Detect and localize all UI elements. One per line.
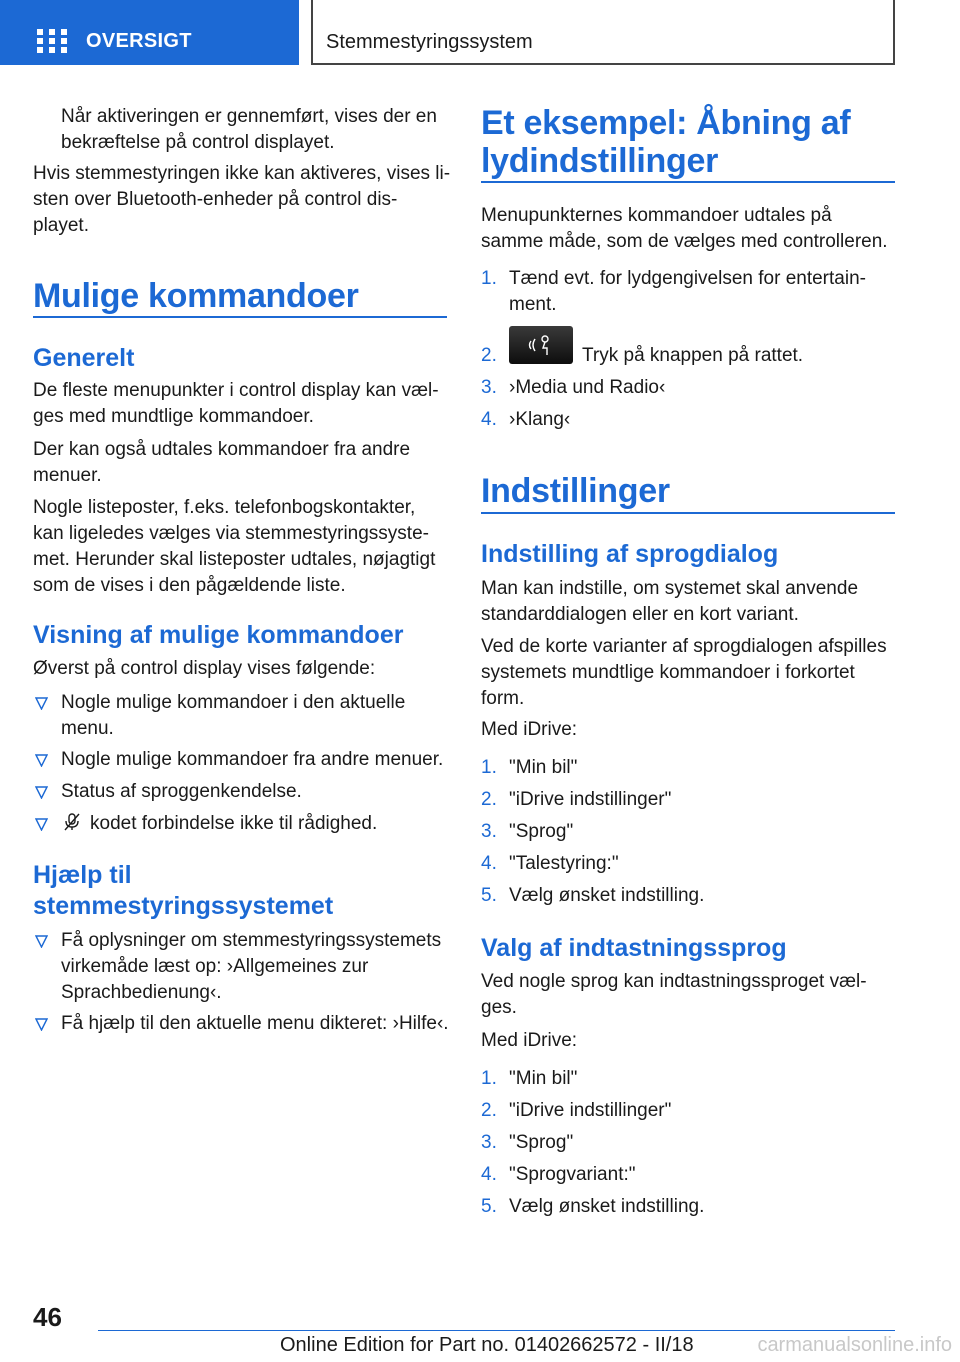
step-text: "Talestyring:" bbox=[509, 853, 619, 874]
footer-edition: Online Edition for Part no. 01402662572 - II/18 bbox=[280, 1334, 694, 1356]
paragraph: som de vises i den pågældende liste. bbox=[33, 575, 346, 596]
step-number: 1. bbox=[481, 757, 497, 778]
step-text: Vælg ønsket indstilling. bbox=[509, 885, 705, 906]
step-number: 3. bbox=[481, 1132, 497, 1153]
bullet-triangle-icon bbox=[35, 1018, 48, 1031]
step-number: 2. bbox=[481, 789, 497, 810]
paragraph: systemets mundtlige kommandoer i forkortet bbox=[481, 662, 855, 683]
paragraph: Med iDrive: bbox=[481, 719, 578, 740]
section-heading: lydindstillinger bbox=[481, 142, 719, 180]
grid-menu-icon bbox=[37, 29, 67, 53]
paragraph: Med iDrive: bbox=[481, 1030, 578, 1051]
step-text: Vælg ønsket indstilling. bbox=[509, 1196, 705, 1217]
step-text: Tryk på knappen på rattet. bbox=[582, 345, 804, 366]
bullet-triangle-icon bbox=[35, 935, 48, 948]
chapter-title: Stemmestyringssystem bbox=[326, 31, 533, 53]
paragraph: ges med mundtlige kommandoer. bbox=[33, 406, 314, 427]
paragraph: ges. bbox=[481, 997, 517, 1018]
subsection-heading: Visning af mulige kommandoer bbox=[33, 621, 404, 649]
footer-rule bbox=[98, 1330, 895, 1331]
section-heading: Et eksempel: Åbning af bbox=[481, 104, 851, 142]
bullet-triangle-icon bbox=[35, 697, 48, 710]
overview-tab[interactable] bbox=[0, 0, 299, 65]
list-item: menu. bbox=[61, 718, 114, 739]
step-text: "Min bil" bbox=[509, 757, 578, 778]
paragraph: kan ligeledes vælges via stemmestyringssyste- bbox=[33, 523, 429, 544]
heading-rule bbox=[481, 181, 895, 183]
subsection-heading: Valg af indtastningssprog bbox=[481, 934, 787, 962]
paragraph: Hvis stemmestyringen ikke kan aktiveres, vises li- bbox=[33, 163, 451, 184]
paragraph: Ved de korte varianter af sprogdialogen afspilles bbox=[481, 636, 887, 657]
subsection-heading: Generelt bbox=[33, 344, 135, 372]
paragraph: menuer. bbox=[33, 465, 102, 486]
list-item: kodet forbindelse ikke til rådighed. bbox=[90, 813, 378, 834]
step-text: ment. bbox=[509, 294, 557, 315]
paragraph: Man kan indstille, om systemet skal anvende bbox=[481, 578, 859, 599]
step-text: Tænd evt. for lydgengivelsen for entertain- bbox=[509, 268, 866, 289]
overview-tab-label: OVERSIGT bbox=[86, 30, 192, 52]
step-text: "Sprogvariant:" bbox=[509, 1164, 636, 1185]
step-number: 1. bbox=[481, 268, 497, 289]
voice-talk-icon bbox=[527, 333, 555, 357]
step-text: "Sprog" bbox=[509, 1132, 574, 1153]
paragraph: met. Herunder skal listeposter udtales, nøjagtigt bbox=[33, 549, 436, 570]
paragraph: sten over Bluetooth-enheder på control dis- bbox=[33, 189, 398, 210]
paragraph: De fleste menupunkter i control display kan væl- bbox=[33, 380, 439, 401]
paragraph: samme måde, som de vælges med controlleren. bbox=[481, 231, 888, 252]
step-number: 1. bbox=[481, 1068, 497, 1089]
step-number: 2. bbox=[481, 1100, 497, 1121]
heading-rule bbox=[481, 512, 895, 514]
step-number: 5. bbox=[481, 1196, 497, 1217]
bullet-triangle-icon bbox=[35, 818, 48, 831]
list-item: Nogle mulige kommandoer fra andre menuer. bbox=[61, 749, 444, 770]
list-item: Nogle mulige kommandoer i den aktuelle bbox=[61, 692, 406, 713]
paragraph: form. bbox=[481, 688, 525, 709]
paragraph: playet. bbox=[33, 215, 89, 236]
list-item: Få oplysninger om stemmestyringssystemets bbox=[61, 930, 442, 951]
list-item: Status af sproggenkendelse. bbox=[61, 781, 302, 802]
list-item: Sprachbedienung‹. bbox=[61, 982, 222, 1003]
step-text: "Min bil" bbox=[509, 1068, 578, 1089]
paragraph: Nogle listeposter, f.eks. telefonbogskontakter, bbox=[33, 497, 416, 518]
page-number: 46 bbox=[33, 1302, 62, 1332]
step-number: 3. bbox=[481, 821, 497, 842]
step-number: 4. bbox=[481, 853, 497, 874]
section-heading: Mulige kommandoer bbox=[33, 277, 359, 315]
paragraph: standarddialogen eller en kort variant. bbox=[481, 604, 799, 625]
heading-rule bbox=[33, 316, 447, 318]
step-text: "iDrive indstillinger" bbox=[509, 789, 672, 810]
step-number: 5. bbox=[481, 885, 497, 906]
list-item: Få hjælp til den aktuelle menu dikteret: ›Hilfe‹. bbox=[61, 1013, 449, 1034]
paragraph: Ved nogle sprog kan indtastningssproget væl- bbox=[481, 971, 867, 992]
step-text: "iDrive indstillinger" bbox=[509, 1100, 672, 1121]
step-text: "Sprog" bbox=[509, 821, 574, 842]
paragraph: Øverst på control display vises følgende: bbox=[33, 658, 376, 679]
step-number: 4. bbox=[481, 1164, 497, 1185]
intro-text: Når aktiveringen er gennemført, vises der en bbox=[61, 106, 437, 127]
step-text: ›Klang‹ bbox=[509, 409, 571, 430]
bullet-triangle-icon bbox=[35, 754, 48, 767]
steering-wheel-voice-button-image bbox=[509, 326, 573, 364]
list-item: virkemåde læst op: ›Allgemeines zur bbox=[61, 956, 369, 977]
subsection-heading: Indstilling af sprogdialog bbox=[481, 540, 779, 568]
bullet-triangle-icon bbox=[35, 786, 48, 799]
step-number: 2. bbox=[481, 345, 497, 366]
step-text: ›Media und Radio‹ bbox=[509, 377, 666, 398]
section-heading: Indstillinger bbox=[481, 472, 670, 510]
subsection-heading: Hjælp til bbox=[33, 861, 132, 889]
watermark: carmanualsonline.info bbox=[757, 1334, 952, 1356]
step-number: 4. bbox=[481, 409, 497, 430]
crossed-out-microphone-icon bbox=[62, 812, 82, 832]
step-number: 3. bbox=[481, 377, 497, 398]
paragraph: Der kan også udtales kommandoer fra andre bbox=[33, 439, 411, 460]
paragraph: Menupunkternes kommandoer udtales på bbox=[481, 205, 832, 226]
subsection-heading: stemmestyringssystemet bbox=[33, 892, 334, 920]
intro-text: bekræftelse på control displayet. bbox=[61, 132, 335, 153]
